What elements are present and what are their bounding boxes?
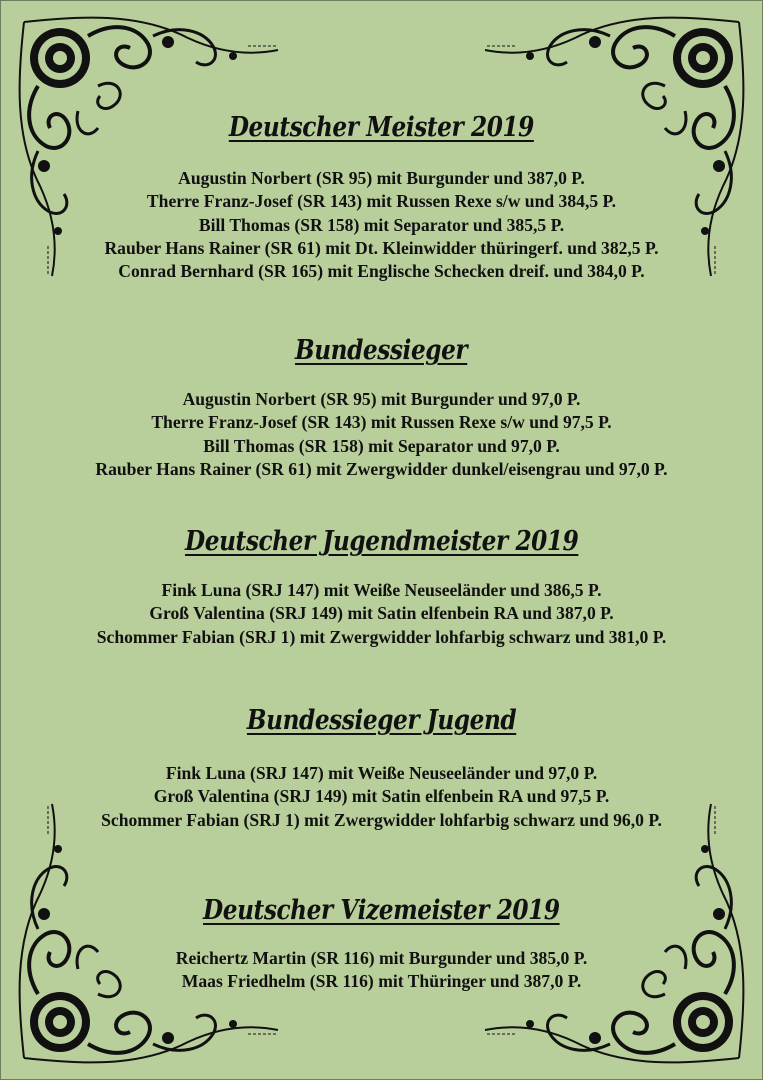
list-item: Fink Luna (SRJ 147) mit Weiße Neuseeländer und 386,5 P. (161, 580, 602, 600)
entry-list (0, 947, 763, 994)
section-title: Deutscher Jugendmeister 2019 (184, 526, 579, 557)
entry-list (0, 579, 763, 649)
list-item: Rauber Hans Rainer (SR 61) mit Dt. Kleinwidder thüringerf. und 382,5 P. (104, 237, 659, 258)
list-item: Maas Friedhelm (SR 116) mit Thüringer und 387,0 P. (181, 971, 582, 992)
section-title: Deutscher Vizemeister 2019 (203, 895, 560, 926)
list-item: Bill Thomas (SR 158) mit Separator und 97,0 P. (203, 435, 560, 456)
section-title: Deutscher Meister 2019 (228, 112, 535, 143)
list-item: Schommer Fabian (SRJ 1) mit Zwergwidder lohfarbig schwarz und 381,0 P. (96, 626, 667, 647)
list-item: Groß Valentina (SRJ 149) mit Satin elfenbein RA und 387,0 P. (149, 603, 614, 624)
section-bundessieger (0, 334, 763, 481)
entry-list (0, 762, 763, 832)
entry-list (0, 388, 763, 481)
list-item: Rauber Hans Rainer (SR 61) mit Zwergwidder dunkel/eisengrau und 97,0 P. (95, 458, 668, 479)
list-item: Bill Thomas (SR 158) mit Separator und 385,5 P. (198, 214, 565, 235)
section-deutscher-vizemeister (0, 894, 763, 994)
section-title: Bundessieger (295, 335, 468, 366)
list-item: Groß Valentina (SRJ 149) mit Satin elfenbein RA und 97,5 P. (153, 786, 610, 807)
list-item: Augustin Norbert (SR 95) mit Burgunder und 97,0 P. (182, 389, 581, 409)
list-item: Augustin Norbert (SR 95) mit Burgunder und 387,0 P. (178, 168, 585, 188)
list-item: Reichertz Martin (SR 116) mit Burgunder und 385,0 P. (175, 948, 588, 968)
section-title: Bundessieger Jugend (246, 705, 517, 736)
list-item: Therre Franz-Josef (SR 143) mit Russen Rexe s/w und 384,5 P. (146, 191, 617, 212)
section-deutscher-meister (0, 111, 763, 283)
list-item: Conrad Bernhard (SR 165) mit Englische Schecken dreif. und 384,0 P. (118, 261, 645, 282)
list-item: Schommer Fabian (SRJ 1) mit Zwergwidder lohfarbig schwarz und 96,0 P. (101, 809, 662, 830)
section-bundessieger-jugend (0, 704, 763, 832)
list-item: Fink Luna (SRJ 147) mit Weiße Neuseeländer und 97,0 P. (165, 763, 598, 783)
list-item: Therre Franz-Josef (SR 143) mit Russen Rexe s/w und 97,5 P. (151, 412, 612, 433)
section-deutscher-jugendmeister (0, 525, 763, 649)
entry-list (0, 167, 763, 283)
